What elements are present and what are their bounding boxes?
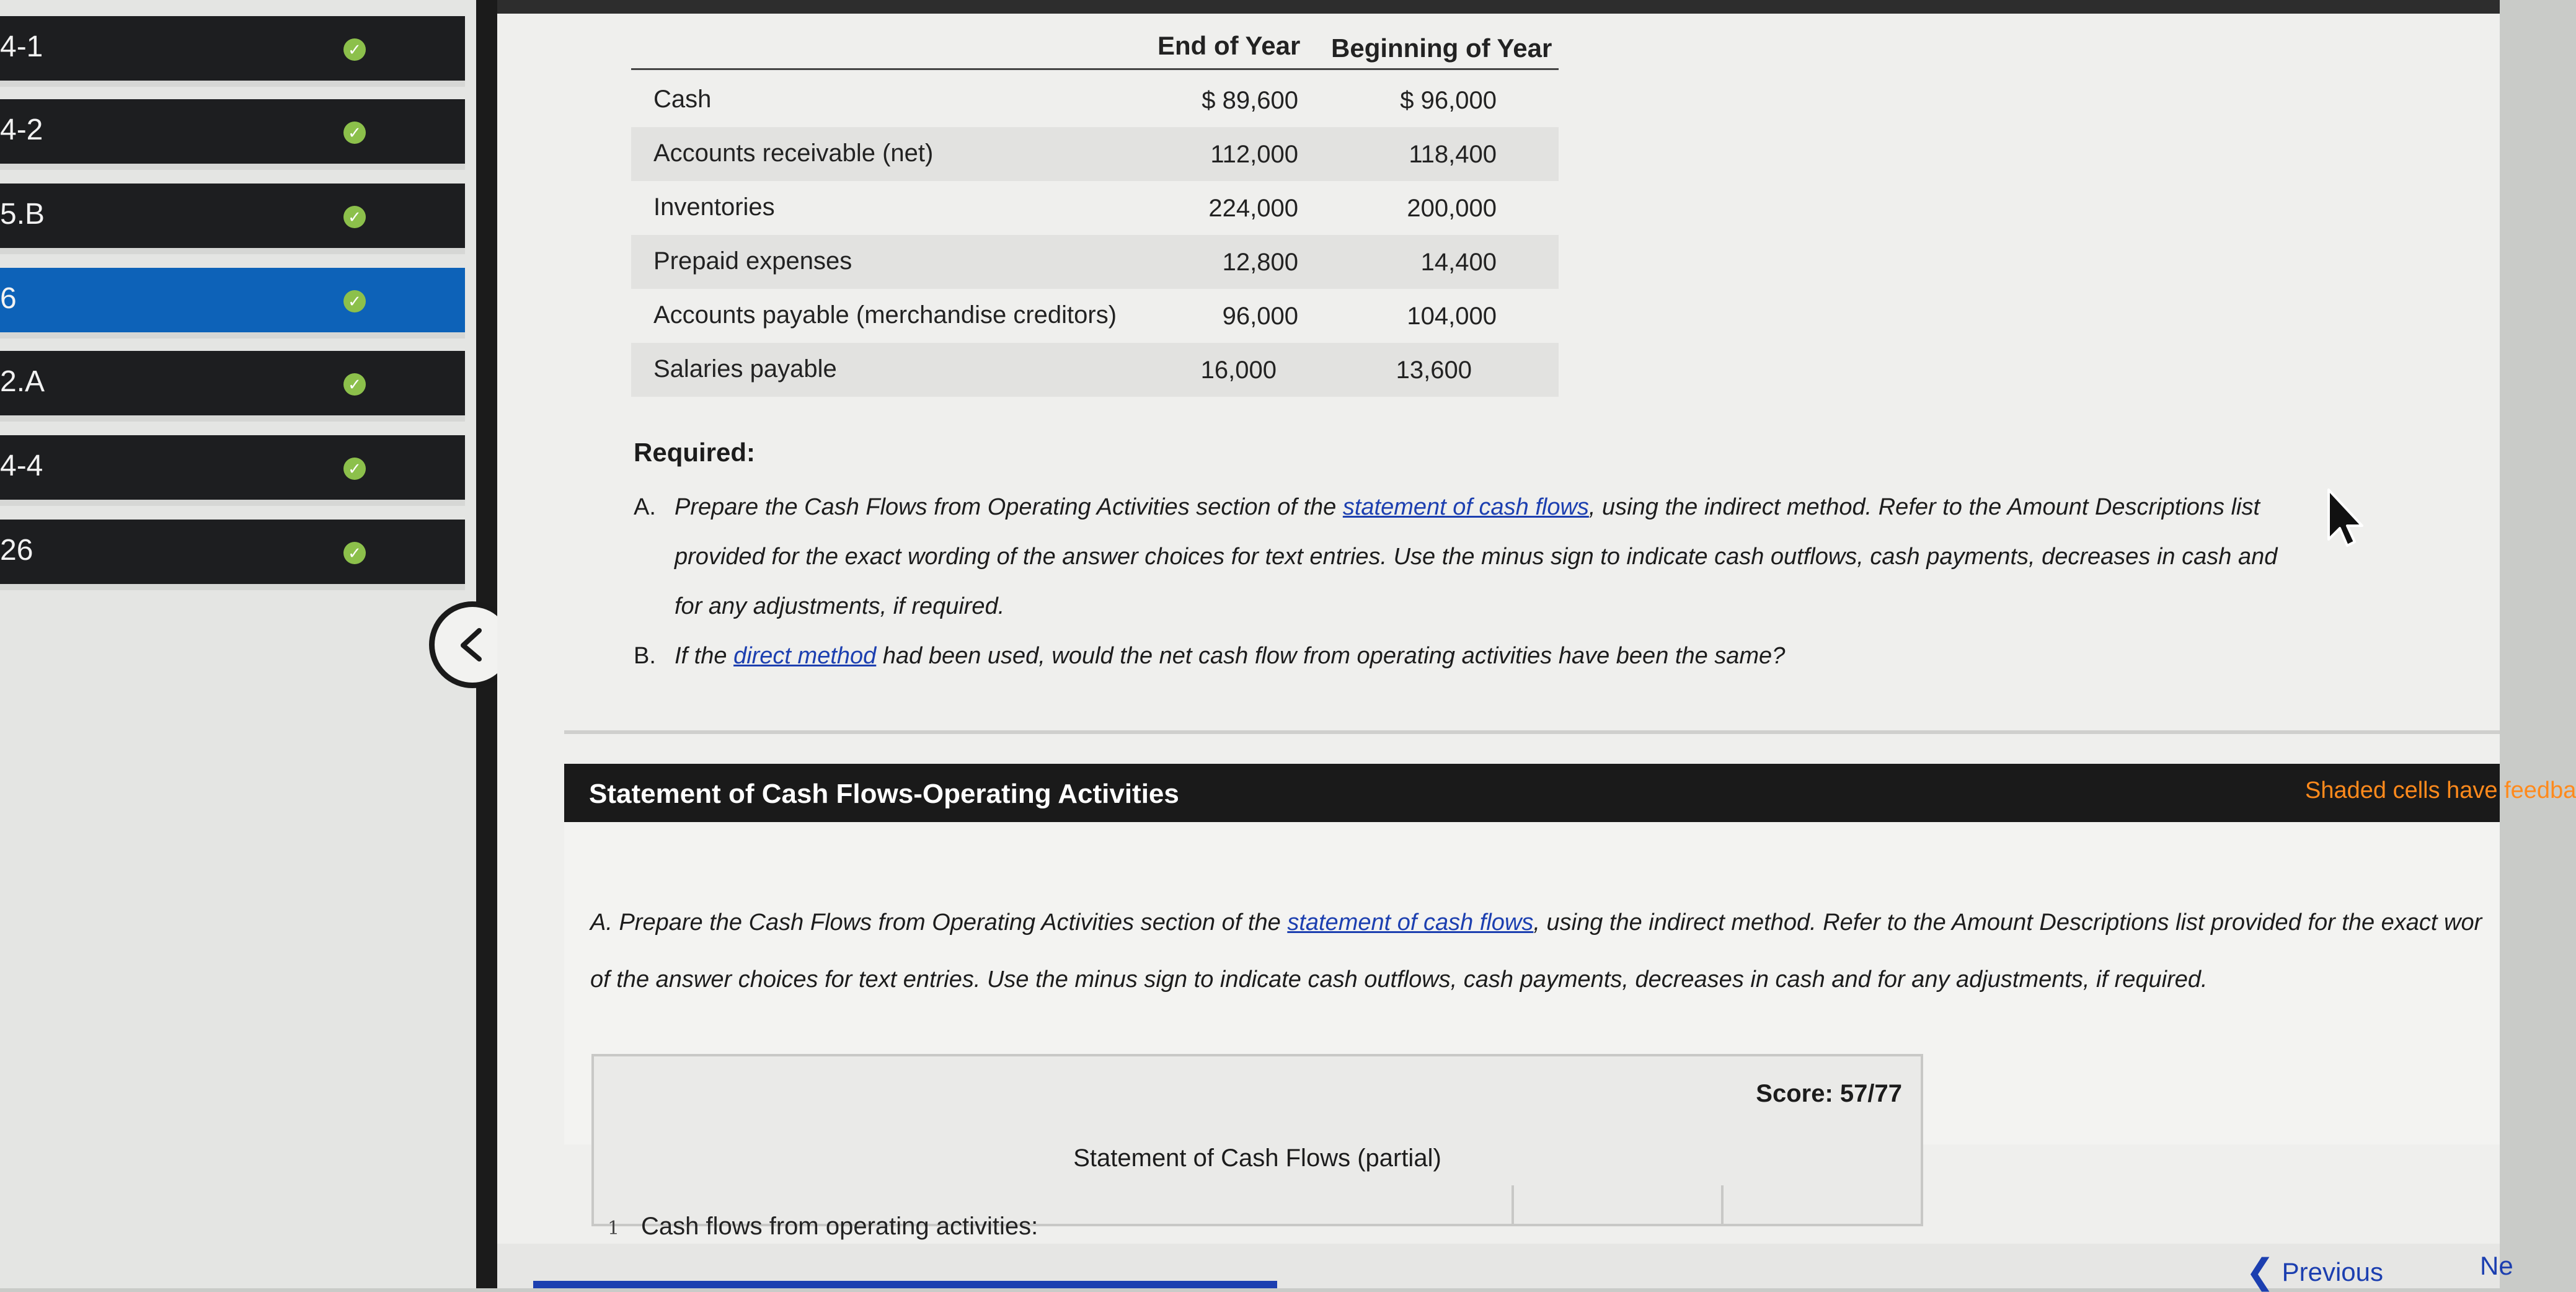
requirement-letter: A. [634,494,656,520]
sidebar-item-4-1[interactable] [0,16,465,87]
sidebar-item-label: 4-2 [0,113,43,146]
end-of-year-value: 224,000 [1208,195,1298,222]
table-row [631,289,1559,343]
row-label: Accounts payable (merchandise creditors) [653,301,1117,329]
column-header-beginning-of-year: Beginning of Year [1331,33,1552,63]
requirement-a [634,482,2308,631]
beginning-of-year-value: 200,000 [1407,195,1497,222]
end-of-year-value: $ 89,600 [1202,87,1298,114]
end-of-year-value: 12,800 [1222,249,1298,276]
direct-method-link[interactable]: direct method [733,643,877,669]
sidebar-item-label: 26 [0,534,33,567]
previous-label: Previous [2282,1257,2383,1286]
sidebar-item-label: 2.A [0,365,45,398]
beginning-of-year-value: 104,000 [1407,303,1497,330]
required-instructions [634,438,2308,681]
sidebar-item-4-4[interactable] [0,435,465,506]
chevron-left-icon: ❮ [2246,1252,2275,1291]
row-label: Cash flows from operating activities: [641,1213,1038,1240]
statement-of-cash-flows-link[interactable]: statement of cash flows [1287,909,1534,936]
required-heading: Required: [634,438,756,467]
sidebar-item-label: 4-1 [0,30,43,63]
row-label: Salaries payable [653,355,837,383]
checkmark-icon: ✓ [343,38,366,61]
worksheet-row[interactable] [589,1208,1916,1245]
beginning-of-year-value: 13,600 [1396,356,1472,384]
checkmark-icon: ✓ [343,290,366,312]
sidebar-item-6[interactable] [0,268,465,338]
table-row [631,343,1559,397]
sidebar-item-26[interactable] [0,520,465,590]
requirement-b [634,631,2308,681]
worksheet-title: Statement of Cash Flows (partial) [1073,1144,1441,1172]
column-header-end-of-year: End of Year [1157,31,1301,60]
checkmark-icon: ✓ [343,542,366,564]
instructions-text: , using the indirect method. Refer to the Amount Descriptions list provided for the exact wor [1533,909,2482,936]
beginning-of-year-value: 118,400 [1409,141,1497,168]
section-divider [564,730,2500,734]
checkmark-icon: ✓ [343,458,366,480]
table-row [631,181,1559,235]
instructions-text: A. Prepare the Cash Flows from Operating Activities section of the [590,909,1288,936]
requirement-text: If the [675,643,734,669]
sidebar-item-label: 5.B [0,198,45,231]
next-label: Ne [2480,1251,2513,1280]
sidebar-item-5-b[interactable] [0,184,465,254]
instructions-line: of the answer choices for text entries. Use the minus sign to indicate cash outflows, cash payments, decreases in cash and for any adjustments, if required. [590,967,2208,993]
footer-accent-bar [533,1281,1277,1288]
sidebar-item-4-2[interactable] [0,99,465,170]
end-of-year-value: 112,000 [1210,141,1298,168]
beginning-of-year-value: $ 96,000 [1400,87,1497,114]
top-strip [497,0,2500,14]
row-label: Accounts receivable (net) [653,139,934,167]
sidebar-item-label: 6 [0,282,17,315]
statement-of-cash-flows-link[interactable]: statement of cash flows [1342,494,1589,520]
main-content [497,0,2576,1291]
requirement-text: had been used, would the net cash flow from operating activities have been the same? [876,643,1786,669]
table-row [631,73,1559,127]
instructions-line [590,894,2487,951]
row-label: Inventories [653,193,775,221]
table-row [631,127,1559,181]
previous-button[interactable] [2246,1251,2383,1291]
sidebar-item-2-a[interactable] [0,351,465,422]
worksheet-panel [591,1054,1923,1226]
beginning-of-year-value: 14,400 [1420,249,1497,276]
row-label: Prepaid expenses [653,247,852,275]
header-rule [631,68,1559,70]
section-title: Statement of Cash Flows-Operating Activities [589,779,1179,809]
sidebar-item-label: 4-4 [0,449,43,482]
table-row [631,235,1559,289]
section-header [564,764,2576,822]
mouse-cursor-icon [2326,487,2363,549]
row-label: Cash [653,86,712,113]
question-sidebar [0,0,476,1288]
requirement-text: , using the indirect method. Refer to the Amount Descriptions list provided for the exact wording of the answer choices for text entries. Use the minus sign to indicate cash outflows, cash payments, decreases in cash and for any adjustments, if required. [675,494,2278,619]
row-number: 1 [608,1218,620,1239]
section-instructions [590,894,2487,1008]
end-of-year-value: 16,000 [1200,356,1277,384]
checkmark-icon: ✓ [343,373,366,396]
requirement-text: Prepare the Cash Flows from Operating Activities section of the [675,494,1343,520]
score-label: Score: 57/77 [1756,1080,1902,1107]
next-button[interactable] [2480,1251,2513,1288]
shaded-cells-note: Shaded cells have feedba [2305,777,2576,803]
requirement-letter: B. [634,643,656,669]
checkmark-icon: ✓ [343,122,366,144]
end-of-year-value: 96,000 [1222,303,1298,330]
checkmark-icon: ✓ [343,206,366,228]
